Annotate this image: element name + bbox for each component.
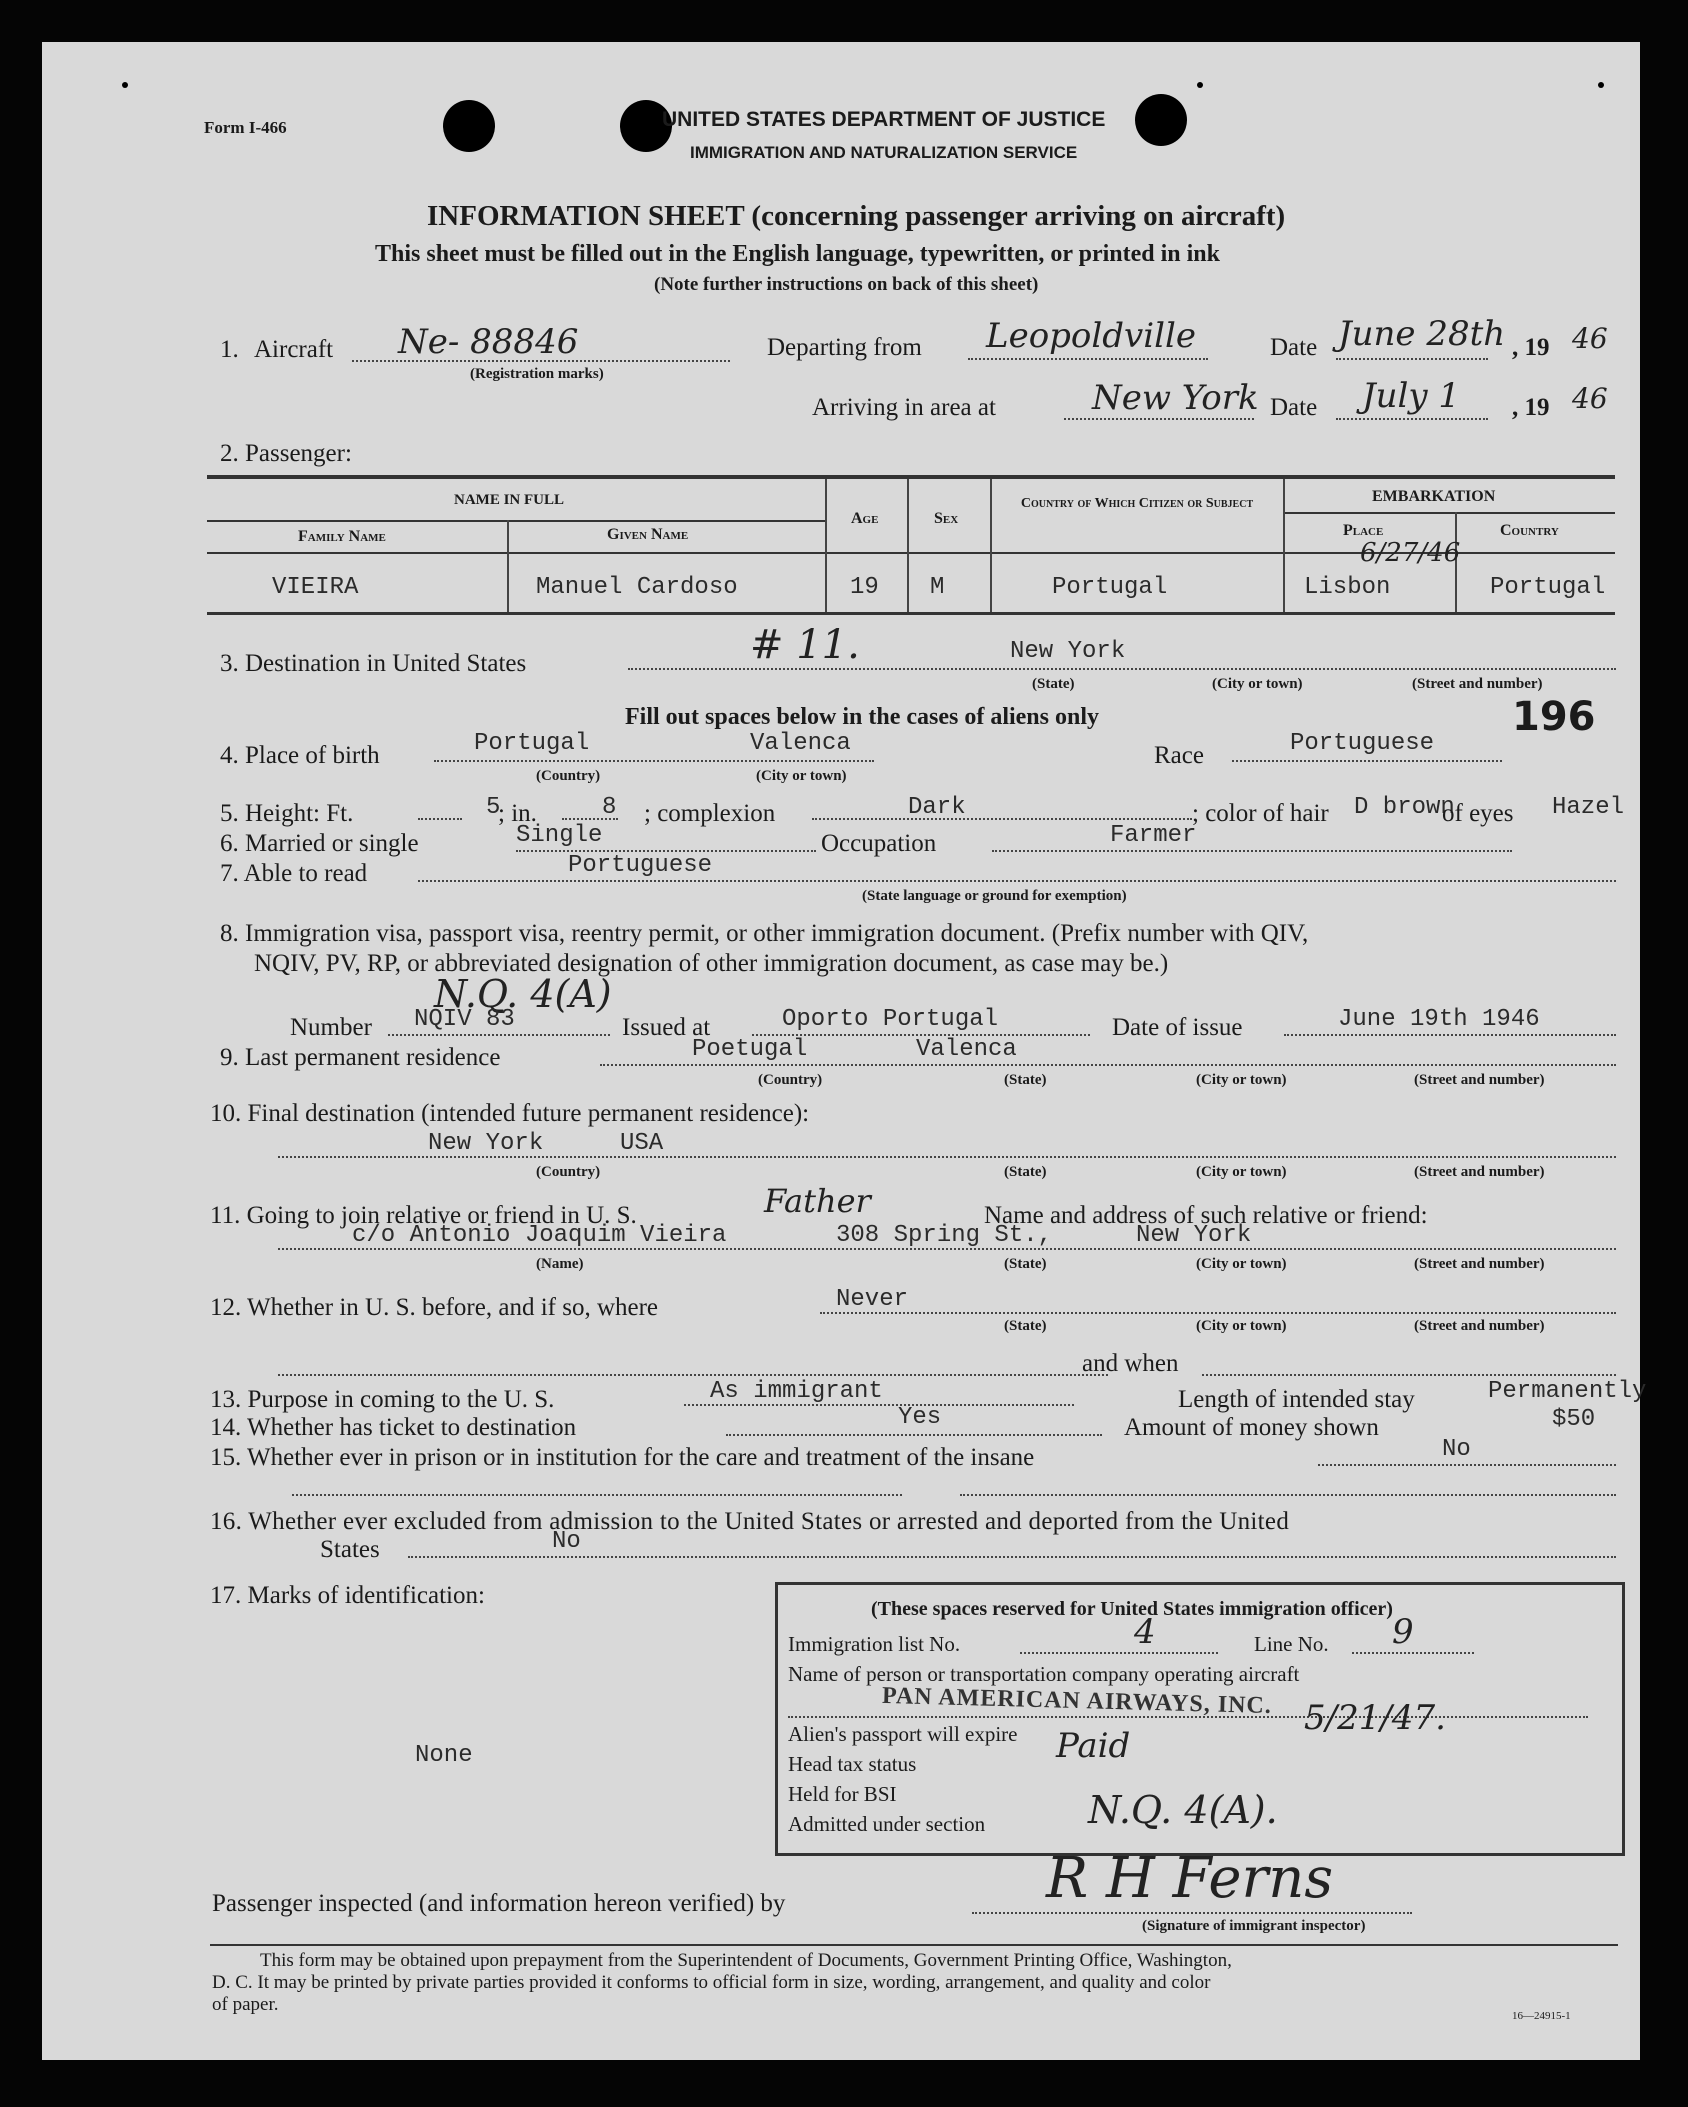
race-value[interactable]: Portuguese [1290,730,1435,757]
expire-label: Alien's passport will expire [788,1722,1018,1746]
occupation-label: Occupation [821,830,937,857]
before-label: 12. Whether in U. S. before, and if so, where [210,1294,659,1321]
visa-number-line [388,1034,610,1036]
cap11-state: (State) [1004,1256,1047,1272]
country-header: Country [1500,522,1559,539]
complexion-value[interactable]: Dark [908,794,966,821]
destination-value[interactable]: New York [1010,638,1126,665]
ticket-value[interactable]: Yes [898,1404,942,1431]
punch-hole-right [1135,94,1187,146]
hair-value[interactable]: D brown [1354,794,1455,821]
embarkation-header: EMBARKATION [1372,488,1496,505]
footer-line-3: of paper. [212,1994,279,2015]
year-prefix: , 19 [1512,334,1550,361]
passenger-label: 2. Passenger: [220,440,352,467]
line-no-line [1352,1652,1474,1654]
inspected-label: Passenger inspected (and information hereon verified) by [212,1890,786,1917]
excluded-line [408,1556,1616,1558]
cap12-city: (City or town) [1196,1318,1287,1334]
marks-value[interactable]: None [415,1742,473,1769]
cap10-country: (Country) [536,1164,601,1180]
speck [1598,82,1604,88]
relative-street[interactable]: 308 Spring St., [836,1222,1053,1249]
name-subhead-rule [207,520,827,522]
date2-line [1336,418,1488,420]
citizen-header: Country of Which Citizen or Subject [1020,496,1254,511]
occupation-value[interactable]: Farmer [1110,822,1197,849]
ticket-line [726,1434,1102,1436]
age-value[interactable]: 19 [850,574,879,601]
signature-caption: (Signature of immigrant inspector) [1142,1918,1366,1934]
arrival-date[interactable]: July 1 [1362,376,1461,416]
age-header: Age [851,510,879,527]
inspector-signature[interactable]: R H Ferns [1046,1846,1334,1911]
inches-label: ; in. [498,800,537,827]
eyes-value[interactable]: Hazel [1552,794,1625,821]
form-title: INFORMATION SHEET (concerning passenger arriving on aircraft) [427,200,1286,232]
arrival-year[interactable]: 46 [1572,382,1608,415]
col-divider [990,479,992,612]
money-value[interactable]: $50 [1552,1406,1596,1433]
stay-value[interactable]: Permanently [1488,1378,1647,1405]
company-stamp: PAN AMERICAN AIRWAYS, INC. [881,1682,1273,1720]
destination-line [628,668,1616,670]
prison-line-2 [292,1494,902,1496]
excluded-label: 16. Whether ever excluded from admission to the United States or arrested and deported from the United [210,1508,1290,1535]
read-value[interactable]: Portuguese [568,852,713,879]
read-line [418,880,1616,882]
arriving-line [1064,418,1254,420]
admitted-value[interactable]: N.Q. 4(A). [1088,1788,1278,1832]
final-city[interactable]: New York [428,1130,544,1157]
aircraft-value[interactable]: Ne- 88846 [398,322,579,362]
aliens-heading: Fill out spaces below in the cases of aliens only [625,704,1100,730]
sex-header: Sex [934,510,959,527]
race-line [1232,760,1502,762]
embark-country-value[interactable]: Portugal [1490,574,1606,601]
cap12-street: (Street and number) [1414,1318,1545,1334]
sex-value[interactable]: M [930,574,945,601]
headtax-label: Head tax status [788,1752,917,1776]
marks-label: 17. Marks of identification: [210,1582,485,1609]
cap9-street: (Street and number) [1414,1072,1545,1088]
line-no-value[interactable]: 9 [1392,1612,1414,1652]
purpose-value[interactable]: As immigrant [710,1378,883,1405]
signature-line [972,1912,1412,1914]
height-inches[interactable]: 8 [602,794,617,821]
punch-hole-left [443,100,495,152]
occupation-line [992,850,1512,852]
height-label: 5. Height: Ft. [220,800,354,827]
issued-label: Issued at [622,1014,711,1041]
married-label: 6. Married or single [220,830,419,857]
excluded-value[interactable]: No [552,1528,581,1555]
cap10-city: (City or town) [1196,1164,1287,1180]
stay-label: Length of intended stay [1178,1386,1415,1413]
before-value[interactable]: Never [836,1286,909,1313]
year-prefix-2: , 19 [1512,394,1550,421]
visa-text-1: 8. Immigration visa, passport visa, reentry permit, or other immigration document. (Prefix number with QIV, [220,920,1309,947]
footer-line-1: This form may be obtained upon prepayment from the Superintendent of Documents, Government Printing Office, Washington, [260,1950,1232,1971]
citizen-value[interactable]: Portugal [1052,574,1168,601]
join-label: 11. Going to join relative or friend in U. S. [210,1202,637,1229]
prison-label: 15. Whether ever in prison or in institution for the care and treatment of the insane [210,1444,1035,1471]
cap11-name: (Name) [536,1256,584,1272]
join-relation[interactable]: Father [764,1182,871,1220]
form-sheet [42,42,1647,2060]
date-line [1336,358,1488,360]
line-no-label: Line No. [1254,1632,1329,1656]
list-line [1020,1652,1218,1654]
agency-name: UNITED STATES DEPARTMENT OF JUSTICE [662,108,1106,131]
residence-country[interactable]: Poetugal [692,1036,808,1063]
item1-num: 1. [220,336,239,363]
birth-city[interactable]: Valenca [750,730,851,757]
departure-date[interactable]: June 28th [1338,314,1506,354]
complexion-label: ; complexion [644,800,776,827]
cap-street: (Street and number) [1412,676,1543,692]
list-label: Immigration list No. [788,1632,961,1656]
company-label: Name of person or transportation company operating aircraft [788,1662,1300,1686]
feet-line [418,818,462,820]
money-label: Amount of money shown [1124,1414,1379,1441]
footer-code: 16—24915-1 [1512,2010,1571,2022]
speck [1197,82,1203,88]
col-divider [907,479,909,612]
cap9-state: (State) [1004,1072,1047,1088]
form-note: (Note further instructions on back of this sheet) [654,274,1039,295]
issue-date-line [1284,1034,1616,1036]
and-when-label: and when [1082,1350,1179,1377]
excluded-label-2: States [320,1536,380,1563]
prison-line-3 [960,1494,1616,1496]
embark-date[interactable]: 6/27/46 [1360,538,1461,568]
visa-hand-annotation[interactable]: N.Q. 4(A) [434,972,612,1016]
departing-value[interactable]: Leopoldville [986,316,1196,356]
married-value[interactable]: Single [516,822,603,849]
cap11-street: (Street and number) [1414,1256,1545,1272]
relative-name[interactable]: c/o Antonio Joaquim Vieira [352,1222,727,1249]
col-divider [507,520,509,612]
footer-rule [210,1944,1618,1946]
col-divider [1283,479,1285,612]
visa-number[interactable]: NQIV 83 [414,1006,515,1033]
prison-value[interactable]: No [1442,1436,1471,1463]
residence-label: 9. Last permanent residence [220,1044,501,1071]
form-number: Form I-466 [204,118,287,137]
birth-country[interactable]: Portugal [474,730,590,757]
speck [122,82,128,88]
purpose-label: 13. Purpose in coming to the U. S. [210,1386,555,1413]
hair-label: ; color of hair [1192,800,1329,827]
race-label: Race [1154,742,1204,769]
read-caption: (State language or ground for exemption) [862,888,1127,904]
embark-subhead-rule [1283,512,1615,514]
admitted-label: Admitted under section [788,1812,986,1836]
complexion-line [812,818,1192,820]
stamp-number: 196 [1512,694,1596,740]
departing-label: Departing from [767,334,922,361]
departing-line [968,358,1208,360]
cap10-state: (State) [1004,1164,1047,1180]
bsi-label: Held for BSI [788,1782,897,1806]
cap-birth-city: (City or town) [756,768,847,784]
join-label-2: Name and address of such relative or friend: [984,1202,1428,1229]
embark-place-value[interactable]: Lisbon [1304,574,1391,601]
date2-label: Date [1270,394,1318,421]
service-name: IMMIGRATION AND NATURALIZATION SERVICE [690,143,1078,162]
headtax-value[interactable]: Paid [1056,1726,1131,1766]
visa-text-2: NQIV, PV, RP, or abbreviated designation of other immigration document, as case may be.) [254,950,1169,977]
cap11-city: (City or town) [1196,1256,1287,1272]
relative-city[interactable]: New York [1136,1222,1252,1249]
col-divider [825,479,827,612]
destination-label: 3. Destination in United States [220,650,527,677]
destination-hand[interactable]: # 11. [750,622,860,668]
officer-heading: (These spaces reserved for United States immigration officer) [871,1598,1393,1620]
list-value[interactable]: 4 [1134,1612,1156,1652]
footer-line-2: D. C. It may be printed by private parties provided it conforms to official form in size, wording, arrangement, and quality and color [212,1972,1211,1993]
when-line-left [278,1374,1108,1376]
expire-value[interactable]: 5/21/47. [1304,1698,1446,1738]
height-feet[interactable]: 5 [486,794,501,821]
cap-city: (City or town) [1212,676,1303,692]
registration-caption: (Registration marks) [470,366,604,382]
table-bottom-rule [207,612,1615,615]
family-name-header: Family Name [298,528,386,545]
birth-label: 4. Place of birth [220,742,380,769]
cap-birth-country: (Country) [536,768,601,784]
issue-date-value[interactable]: June 19th 1946 [1338,1006,1540,1033]
place-header: Place [1343,522,1384,539]
final-destination-label: 10. Final destination (intended future permanent residence): [210,1100,810,1127]
prison-line [1318,1464,1616,1466]
when-line-right [1202,1374,1616,1376]
departure-year[interactable]: 46 [1572,322,1608,355]
given-name-value[interactable]: Manuel Cardoso [536,574,738,601]
ticket-label: 14. Whether has ticket to destination [210,1414,577,1441]
cap-state: (State) [1032,676,1075,692]
read-label: 7. Able to read [220,860,368,887]
arriving-value[interactable]: New York [1092,378,1259,418]
birth-line [434,760,874,762]
cap9-country: (Country) [758,1072,823,1088]
family-name-value[interactable]: VIEIRA [272,574,359,601]
issue-date-label: Date of issue [1112,1014,1243,1041]
aircraft-label: Aircraft [254,336,334,363]
cap12-state: (State) [1004,1318,1047,1334]
table-top-rule [207,475,1615,479]
given-name-header: Given Name [607,526,689,543]
cap10-street: (Street and number) [1414,1164,1545,1180]
cap9-city: (City or town) [1196,1072,1287,1088]
form-instruction: This sheet must be filled out in the English language, typewritten, or printed in ink [375,241,1220,267]
arriving-label: Arriving in area at [812,394,996,421]
eyes-label: of eyes [1442,800,1514,827]
visa-number-label: Number [290,1014,372,1041]
date-label: Date [1270,334,1318,361]
name-in-full-header: NAME IN FULL [454,492,565,508]
residence-line [600,1064,1616,1066]
residence-city[interactable]: Valenca [916,1036,1017,1063]
issued-value[interactable]: Oporto Portugal [782,1006,999,1033]
before-line [820,1312,1616,1314]
final-country[interactable]: USA [620,1130,664,1157]
